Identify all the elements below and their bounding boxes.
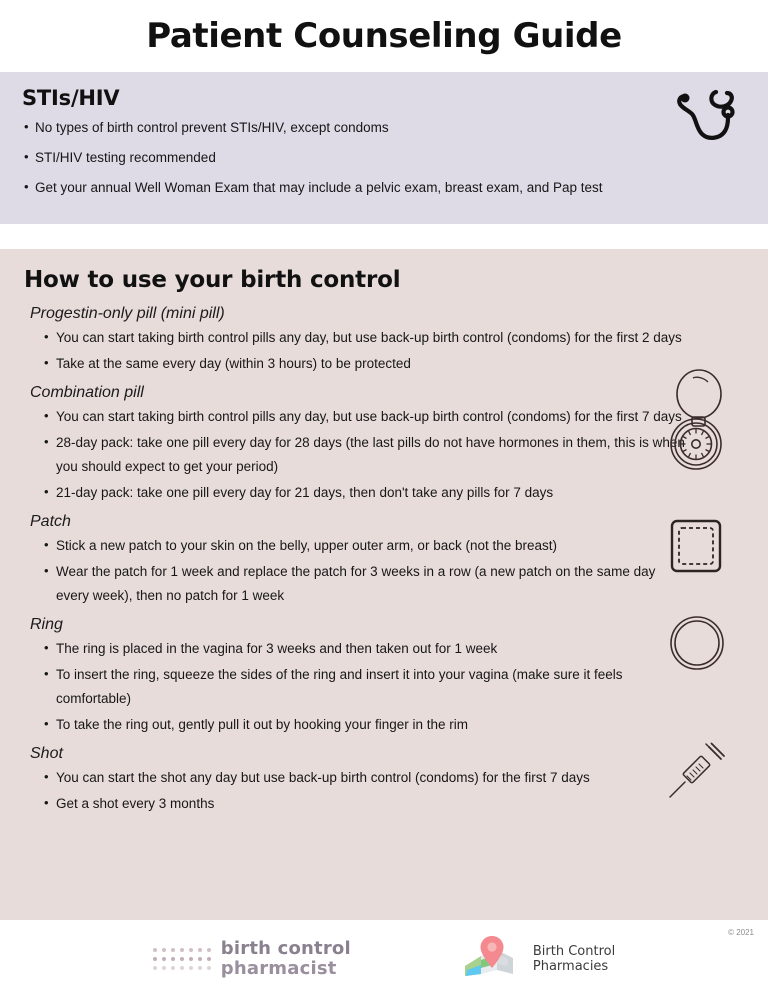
page-title: Patient Counseling Guide bbox=[146, 16, 622, 56]
list-item: • The ring is placed in the vagina for 3 weeks and then taken out for 1 week bbox=[42, 637, 686, 661]
bullet-list-shot bbox=[42, 766, 746, 816]
section-how-to-use bbox=[0, 249, 768, 921]
patch-icon bbox=[668, 517, 724, 580]
copyright-text: © 2021 bbox=[728, 928, 754, 937]
list-item: • You can start taking birth control pills any day, but use back-up birth control (condoms) for the first 7 days bbox=[42, 405, 686, 429]
list-item: • To insert the ring, squeeze the sides of the ring and insert it into your vagina (make sure it feels comfortable) bbox=[42, 663, 686, 711]
list-item: • To take the ring out, gently pull it out by hooking your finger in the rim bbox=[42, 713, 686, 737]
list-item: • Get your annual Well Woman Exam that may include a pelvic exam, breast exam, and Pap test bbox=[22, 176, 685, 200]
method-title: Combination pill bbox=[30, 384, 144, 401]
method-combination-pill bbox=[22, 384, 746, 505]
bullet-list-ring bbox=[42, 637, 746, 737]
pill-compact-icon bbox=[666, 368, 728, 477]
list-item: • 28-day pack: take one pill every day for 28 days (the last pills do not have hormones in them, this is when you should expect to get your period) bbox=[42, 431, 686, 479]
list-item: • You can start the shot any day but use back-up birth control (condoms) for the first 7 days bbox=[42, 766, 686, 790]
footer bbox=[0, 920, 768, 994]
map-pin-icon bbox=[461, 934, 523, 985]
stethoscope-icon bbox=[672, 84, 744, 153]
list-item: • Wear the patch for 1 week and replace the patch for 3 weeks in a row (a new patch on the same day every week), then no patch for 1 week bbox=[42, 560, 686, 608]
logo-line-1: Birth Control bbox=[532, 944, 616, 959]
section-stis-hiv bbox=[0, 72, 768, 224]
list-item: • You can start taking birth control pills any day, but use back-up birth control (condoms) for the first 2 days bbox=[42, 326, 686, 350]
list-item: • Take at the same every day (within 3 hours) to be protected bbox=[42, 352, 686, 376]
method-title: Ring bbox=[30, 616, 63, 633]
logo-line-1: birth control bbox=[220, 938, 351, 959]
bullet-list-progestin-only-pill bbox=[42, 326, 746, 376]
dot-grid-icon bbox=[153, 948, 212, 971]
list-item: • 21-day pack: take one pill every day for 21 days, then don't take any pills for 7 days bbox=[42, 481, 686, 505]
method-progestin-only-pill bbox=[22, 305, 746, 376]
list-item: • STI/HIV testing recommended bbox=[22, 146, 685, 170]
section-heading-how-to-use: How to use your birth control bbox=[24, 267, 401, 293]
list-item: • Get a shot every 3 months bbox=[42, 792, 686, 816]
logo-birth-control-pharmacies bbox=[461, 934, 615, 985]
bullet-list-patch bbox=[42, 534, 746, 608]
method-title: Progestin-only pill (mini pill) bbox=[30, 305, 225, 322]
method-ring bbox=[22, 616, 746, 737]
logo-text-birth-control-pharmacies bbox=[533, 944, 615, 974]
list-item: • Stick a new patch to your skin on the belly, upper outer arm, or back (not the breast) bbox=[42, 534, 686, 558]
method-shot bbox=[22, 745, 746, 816]
list-item: • No types of birth control prevent STIs/HIV, except condoms bbox=[22, 116, 685, 140]
method-title: Patch bbox=[30, 513, 71, 530]
bullet-list-combination-pill bbox=[42, 405, 746, 505]
logo-line-2: pharmacist bbox=[220, 958, 337, 979]
logo-birth-control-pharmacist bbox=[153, 939, 351, 979]
logo-text-birth-control-pharmacist bbox=[221, 939, 351, 979]
method-title: Shot bbox=[30, 745, 63, 762]
vaginal-ring-icon bbox=[668, 614, 726, 677]
method-patch bbox=[22, 513, 746, 608]
bullet-list-stis-hiv bbox=[22, 116, 746, 200]
logo-line-2: Pharmacies bbox=[532, 959, 609, 974]
syringe-icon bbox=[666, 739, 728, 806]
section-heading-stis-hiv: STIs/HIV bbox=[22, 86, 120, 110]
